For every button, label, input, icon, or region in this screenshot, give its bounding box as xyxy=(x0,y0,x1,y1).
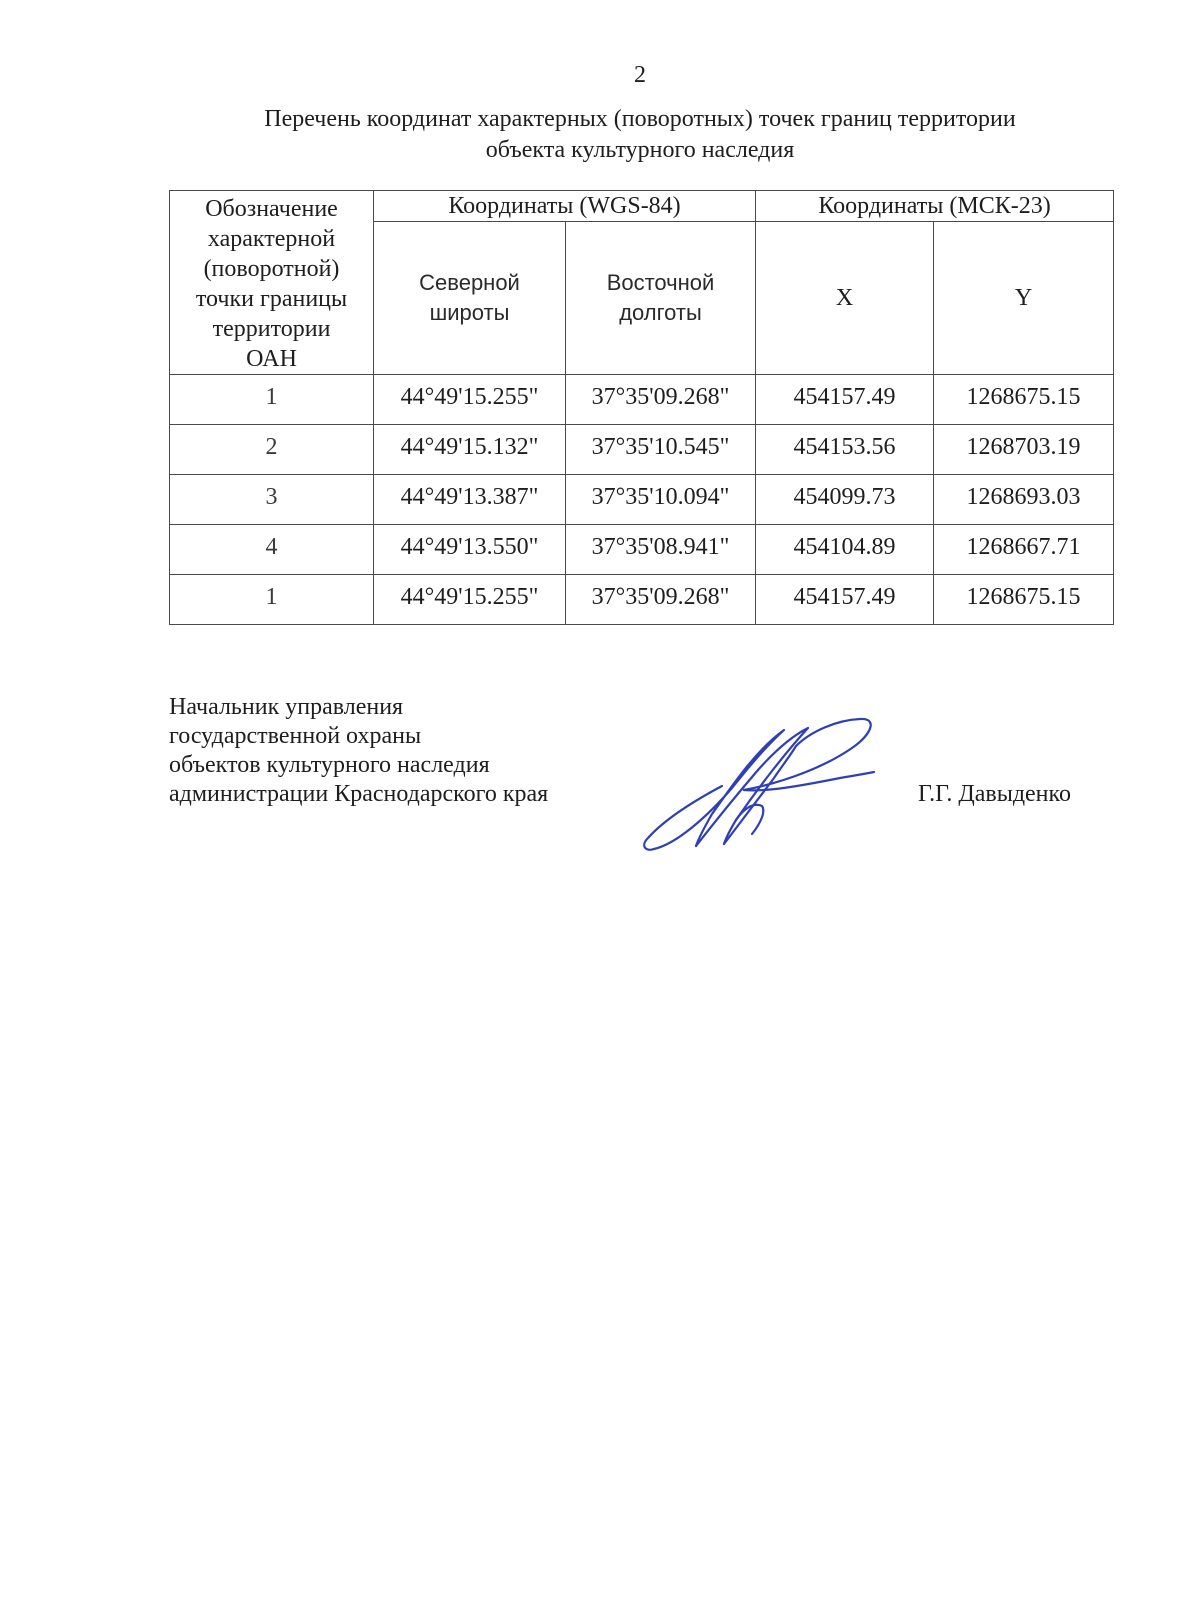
header-east-line-2: долготы xyxy=(619,300,702,326)
signatory-name: Г.Г. Давыденко xyxy=(918,781,1071,807)
header-x: X xyxy=(756,222,934,375)
cell-longitude: 37°35'09.268" xyxy=(566,375,756,425)
cell-y: 1268667.71 xyxy=(934,525,1114,575)
cell-longitude: 37°35'10.545" xyxy=(566,425,756,475)
cell-latitude: 44°49'13.387" xyxy=(374,475,566,525)
signature-strokes xyxy=(644,719,874,850)
cell-y: 1268675.15 xyxy=(934,375,1114,425)
table-row xyxy=(170,525,1114,575)
header-designation-line: территории xyxy=(212,316,331,342)
cell-point: 4 xyxy=(170,525,374,575)
header-east-line-1: Восточной xyxy=(606,270,715,296)
header-y: Y xyxy=(934,222,1114,375)
signature-stroke xyxy=(724,719,871,844)
cell-y: 1268675.15 xyxy=(934,575,1114,625)
cell-latitude: 44°49'13.550" xyxy=(374,525,566,575)
cell-latitude: 44°49'15.255" xyxy=(374,575,566,625)
header-east-longitude xyxy=(566,222,756,375)
header-wgs84-coordinates: Координаты (WGS-84) xyxy=(374,191,756,222)
table-row xyxy=(170,475,1114,525)
signatory-position-line: Начальник управления xyxy=(169,694,404,720)
cell-latitude: 44°49'15.132" xyxy=(374,425,566,475)
document-title xyxy=(150,104,1130,166)
cell-latitude: 44°49'15.255" xyxy=(374,375,566,425)
cell-longitude: 37°35'10.094" xyxy=(566,475,756,525)
signatory-position-line: государственной охраны xyxy=(169,723,422,749)
cell-x: 454153.56 xyxy=(756,425,934,475)
header-designation-line: (поворотной) xyxy=(203,256,340,282)
page-number: 2 xyxy=(634,62,646,88)
handwritten-signature xyxy=(640,716,900,856)
header-north-line-1: Северной xyxy=(419,270,520,296)
table-header-row xyxy=(170,191,1114,222)
signatory-position xyxy=(169,693,548,809)
header-msk23-coordinates: Координаты (МСК-23) xyxy=(756,191,1114,222)
cell-longitude: 37°35'08.941" xyxy=(566,525,756,575)
cell-x: 454157.49 xyxy=(756,575,934,625)
cell-x: 454099.73 xyxy=(756,475,934,525)
signatory-position-line: объектов культурного наследия xyxy=(169,752,490,778)
table-row xyxy=(170,575,1114,625)
cell-point: 3 xyxy=(170,475,374,525)
header-north-latitude xyxy=(374,222,566,375)
cell-y: 1268693.03 xyxy=(934,475,1114,525)
cell-x: 454157.49 xyxy=(756,375,934,425)
cell-y: 1268703.19 xyxy=(934,425,1114,475)
document-title-line-1: Перечень координат характерных (поворотных) точек границ территории xyxy=(264,106,1016,132)
header-designation-line: ОАН xyxy=(246,346,297,372)
coordinates-table xyxy=(169,190,1114,625)
cell-point: 1 xyxy=(170,575,374,625)
cell-x: 454104.89 xyxy=(756,525,934,575)
header-designation-line: Обозначение xyxy=(205,196,338,222)
signatory-position-line: администрации Краснодарского края xyxy=(169,781,549,807)
cell-point: 2 xyxy=(170,425,374,475)
table-row xyxy=(170,425,1114,475)
cell-point: 1 xyxy=(170,375,374,425)
header-designation-line: точки границы xyxy=(195,286,348,312)
document-title-line-2: объекта культурного наследия xyxy=(485,137,795,163)
header-designation-line: характерной xyxy=(207,226,336,252)
table-row xyxy=(170,375,1114,425)
header-north-line-2: широты xyxy=(429,300,510,326)
header-point-designation xyxy=(170,191,374,375)
cell-longitude: 37°35'09.268" xyxy=(566,575,756,625)
